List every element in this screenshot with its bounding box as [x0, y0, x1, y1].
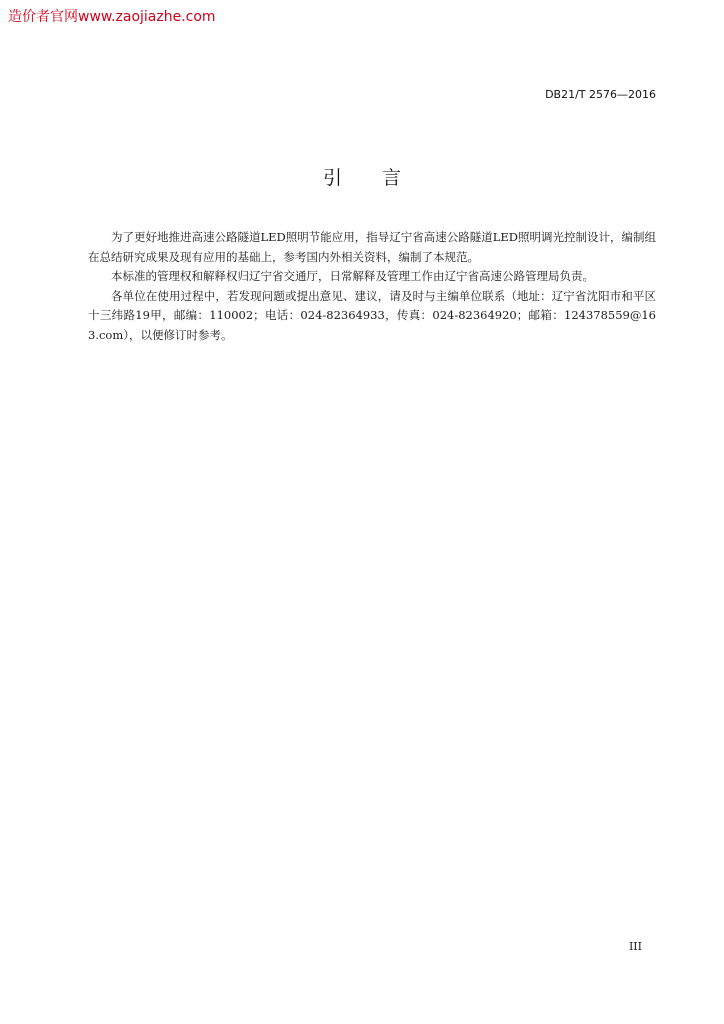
standard-code: DB21/T 2576—2016: [545, 88, 656, 101]
paragraph-purpose: 为了更好地推进高速公路隧道LED照明节能应用，指导辽宁省高速公路隧道LED照明调光控制设计，编制组在总结研究成果及现有应用的基础上，参考国内外相关资料，编制了本规范。: [88, 230, 656, 264]
body-text: [88, 228, 656, 345]
paragraph-contact: 各单位在使用过程中，若发现问题或提出意见、建议，请及时与主编单位联系（地址：辽宁省沈阳市和平区十三纬路19甲，邮编：110002；电话：024-82364933，传真：024-82364920；邮箱：124378559@163.com），以便修订时参考。: [88, 288, 656, 342]
paragraph-authority: 本标准的管理权和解释权归辽宁省交通厅，日常解释及管理工作由辽宁省高速公路管理局负责。: [111, 269, 594, 283]
section-title: 引言: [322, 167, 441, 189]
watermark-link[interactable]: 造价者官网www.zaojiazhe.com: [8, 9, 216, 25]
page-number: III: [628, 940, 642, 953]
